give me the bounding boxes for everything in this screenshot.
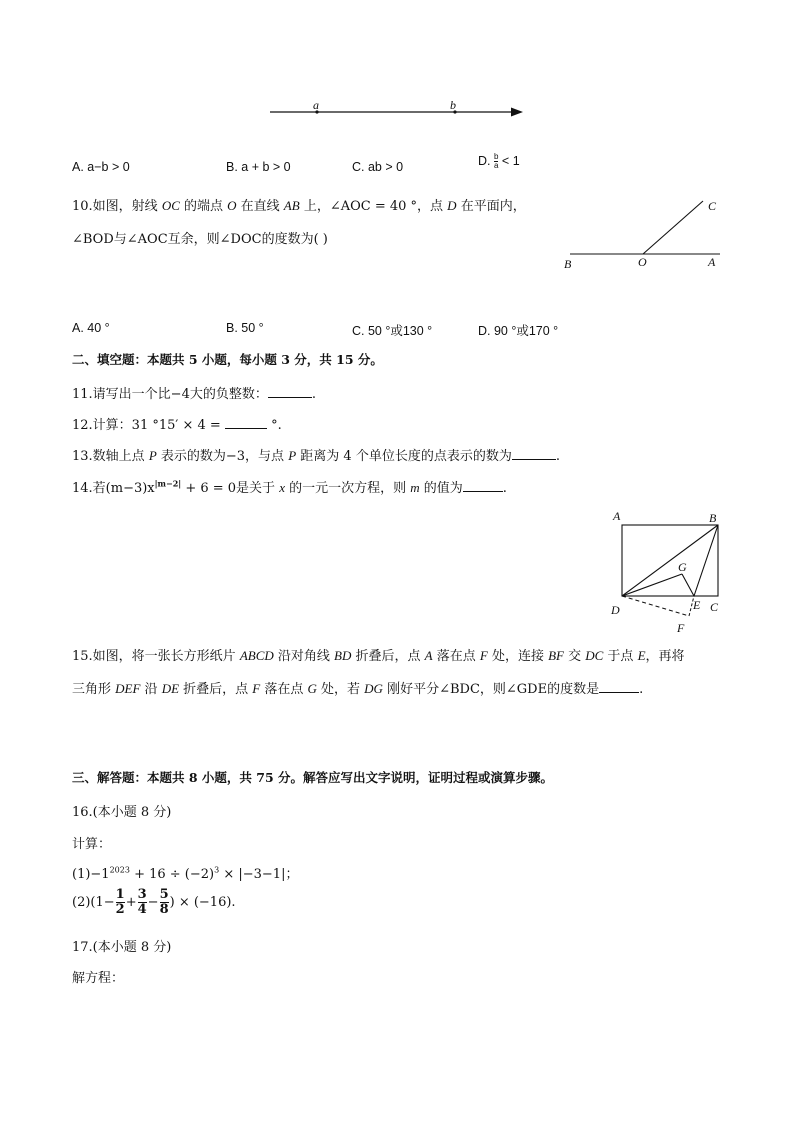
label-B: B [709,511,717,525]
answer-blank [599,681,639,693]
q9-option-d [478,153,520,170]
fraction-1-2: $\frac{1}{2}$ [115,887,125,917]
label-a: a [313,98,319,112]
q16-part1: $(1)-1^{2023} + 16 \div (-2)^3 \times |-3-1|$； [72,865,299,882]
q16-part2: (2)(1− $\frac{1}{2}$ + $\frac{3}{4}$ − $\frac{5}{8}$ ) × (−16). [72,887,236,917]
section-2-heading: 二、填空题：本题共 5 小题，每小题 3 分，共 15 分。 [72,352,383,367]
q14: 14.若$(m-3)x^{|m-2|} + 6 = 0$是关于 x 的一元一次方程，则 m 的值为 . [72,478,507,496]
q9-option-b: B. a + b > 0 [226,160,291,174]
answer-blank [463,480,503,492]
fraction-3-4: $\frac{3}{4}$ [137,887,147,917]
label-E: E [693,598,701,612]
label-b: b [450,98,456,112]
number-line-arrow [511,108,523,117]
answer-blank [225,417,267,429]
label-O: O [638,255,647,269]
angle-figure [560,193,730,278]
q10-option-b: B. 50 ° [226,321,264,335]
label-A: A [708,255,716,269]
ray-oc [643,201,703,254]
q15-line2: 三角形 DEF 沿 DE 折叠后，点 F 落在点 G 处，若 DG 刚好平分∠BDC，则∠GDE的度数是 . [72,681,644,697]
segment-dg [622,574,682,596]
q10-option-d: D. 90 °或170 ° [478,324,559,338]
q9-option-d-suffix: < 1 [501,153,520,168]
q16-intro: 计算： [72,837,112,852]
label-F: F [677,621,685,635]
fraction-b-over-a [494,153,498,170]
fraction-numerator: b [493,152,499,161]
q17-heading: 17.(本小题 8 分) [72,940,172,955]
label-B: B [564,257,572,271]
label-G: G [678,560,687,574]
answer-blank [512,448,556,460]
q9-option-a: A. a−b > 0 [72,160,130,174]
label-A: A [613,509,621,523]
q13: 13.数轴上点 P 表示的数为−3，与点 P 距离为 4 个单位长度的点表示的数为 . [72,448,560,464]
q10-line2: ∠BOD与∠AOC互余，则∠DOC的度数为( ) [72,232,328,247]
folding-rectangle-figure [605,505,735,640]
q9-option-c: C. ab > 0 [352,160,404,174]
q16-heading: 16.(本小题 8 分) [72,805,172,820]
fraction-5-8: $\frac{5}{8}$ [159,887,169,917]
q10-line1: 10.如图，射线 OC 的端点 O 在直线 AB 上，∠AOC = 40 °，点 D 在平面内， [72,198,526,214]
section-3-heading: 三、解答题：本题共 8 小题，共 75 分。解答应写出文字说明，证明过程或演算步骤。 [72,770,554,785]
q10-option-a: A. 40 ° [72,321,110,335]
diagonal-bd [622,525,718,596]
fraction-denominator: a [493,161,499,170]
number-line-figure [265,96,530,122]
answer-blank [268,386,312,398]
q15-line1: 15.如图，将一张长方形纸片 ABCD 沿对角线 BD 折叠后，点 A 落在点 F 处，连接 BF 交 DC 于点 E，再将 [72,648,685,664]
label-C: C [708,199,717,213]
label-C: C [710,600,719,614]
segment-ge [682,574,694,596]
segment-be [694,525,718,596]
q12: 12.计算：31 °15′ × 4 = °. [72,418,282,433]
label-D: D [611,603,620,617]
q10-option-c: C. 50 °或130 ° [352,324,433,338]
segment-df-dashed [622,596,689,616]
q9-option-d-prefix: D. [478,153,491,168]
q11: 11.请写出一个比−4大的负整数： . [72,387,316,402]
q17-intro: 解方程： [72,971,125,986]
